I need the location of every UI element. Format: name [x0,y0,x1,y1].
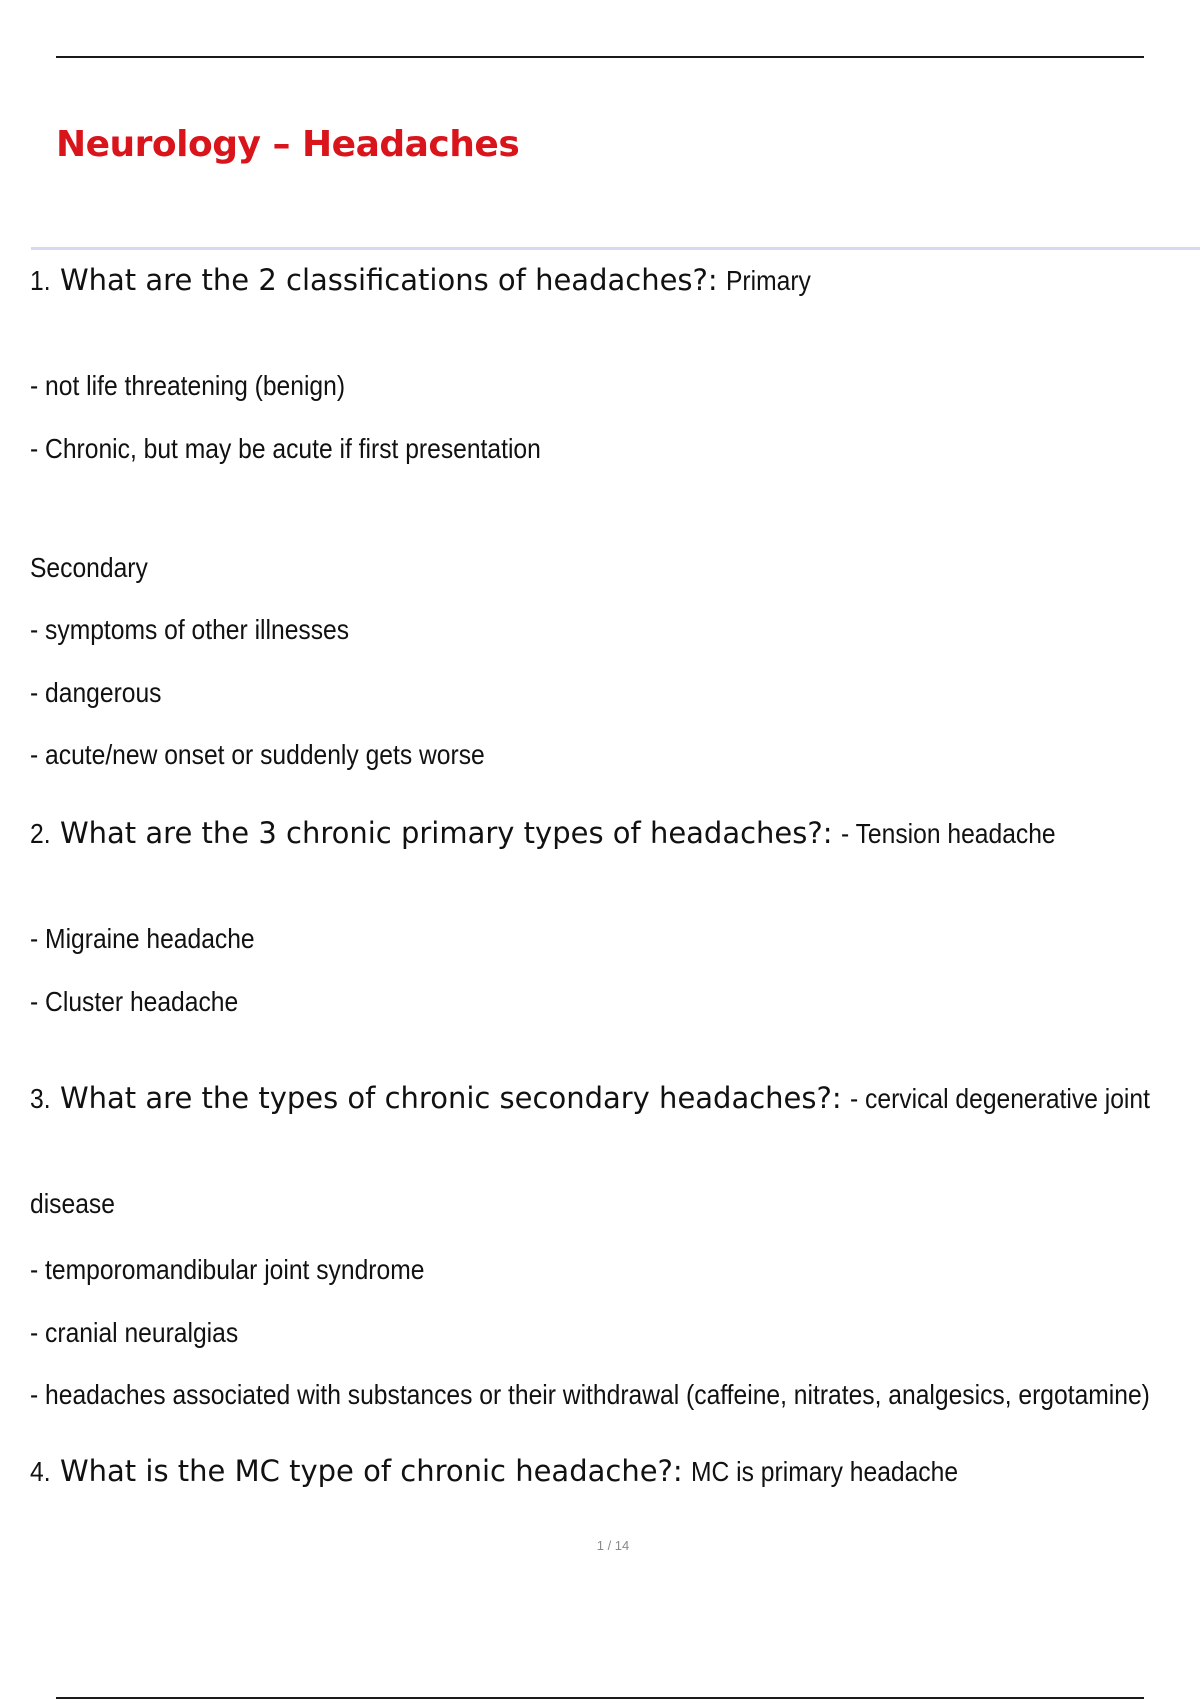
question-text: What are the 2 classifications of headaches?: [59,263,718,297]
question-text: What is the MC type of chronic headache?: [59,1454,683,1488]
question-4 [30,1453,995,1489]
answer-line: - cranial neuralgias [30,1317,239,1348]
answer-line: Secondary [30,552,148,583]
answer-line: - Chronic, but may be acute if first presentation [30,433,541,464]
question-number: 1. [30,265,51,296]
question-number: 4. [30,1456,51,1487]
title-divider [31,247,1200,250]
question-number: 2. [30,818,51,849]
answer-start: - cervical degenerative joint [850,1083,1151,1114]
question-3 [30,1080,1191,1116]
answer-start: Primary [726,265,812,296]
question-text: What are the types of chronic secondary headaches?: [59,1081,842,1115]
answer-line: - Cluster headache [30,986,239,1017]
question-text: What are the 3 chronic primary types of headaches?: [59,816,833,850]
answer-line: - not life threatening (benign) [30,370,346,401]
answer-line: - symptoms of other illnesses [30,614,350,645]
question-2 [30,815,1085,851]
answer-line: - dangerous [30,677,162,708]
answer-line: - headaches associated with substances or their withdrawal (caffeine, nitrates, analgesics, ergotamine) [30,1379,1150,1410]
answer-line: - acute/new onset or suddenly gets worse [30,739,485,770]
document-title: Neurology – Headaches [56,124,520,165]
question-1 [30,262,823,298]
answer-start: MC is primary headache [691,1456,959,1487]
answer-line: disease [30,1188,115,1219]
question-number: 3. [30,1083,51,1114]
page-number: 1 / 14 [596,1538,630,1553]
answer-start: - Tension headache [841,818,1056,849]
answer-line: - Migraine headache [30,923,255,954]
answer-line: - temporomandibular joint syndrome [30,1254,425,1285]
top-rule [56,56,1144,58]
bottom-rule [56,1697,1144,1699]
